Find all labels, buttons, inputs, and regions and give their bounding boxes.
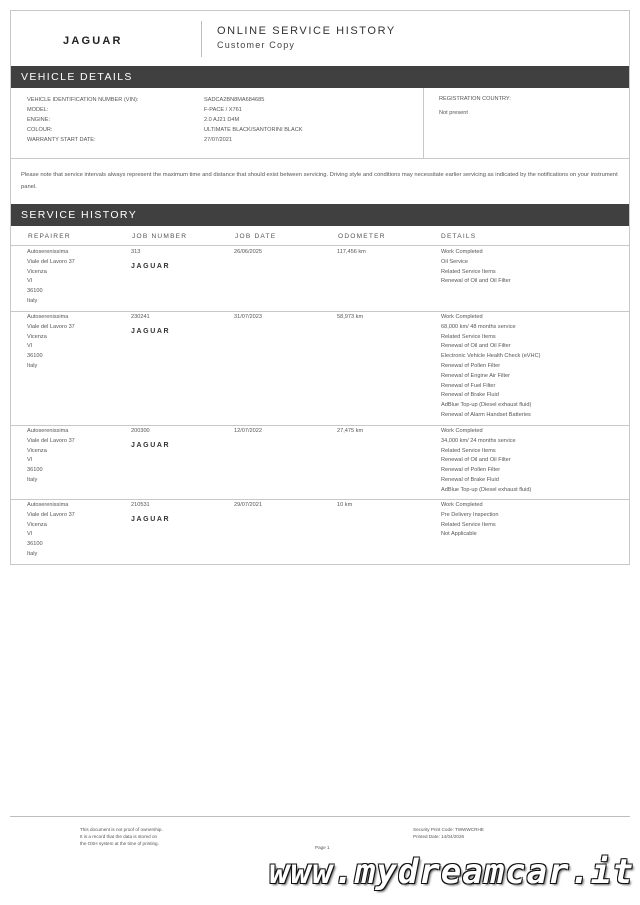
repairer-line: 36100 [27,353,43,360]
detail-line: Renewal of Fuel Filter [441,382,496,389]
row-divider [11,311,629,312]
page-number: Page 1 [315,845,330,850]
field-label: COLOUR: [27,127,53,133]
detail-line: Work Completed [441,249,483,255]
repairer-line: Italy [27,477,38,483]
odometer: 10 km [337,502,353,508]
disclaimer-line: the OSH system at the time of printing. [80,841,159,846]
column-header-job-date: JOB DATE [235,233,277,240]
document-title: ONLINE SERVICE HISTORY [217,25,396,37]
field-label: WARRANTY START DATE: [27,137,96,143]
detail-line: Not Applicable [441,531,477,538]
field-label: MODEL: [27,107,49,113]
repairer-line: VI [27,457,33,464]
repairer-line: Autoserenissima [27,428,69,434]
column-header-odometer: ODOMETER [338,233,386,240]
detail-line: Renewal of Brake Fluid [441,392,499,399]
detail-line: Work Completed [441,502,483,508]
detail-line: Electronic Vehicle Health Check (eVHC) [441,353,541,360]
jaguar-row-logo: JAGUAR [131,442,171,449]
detail-line: Renewal of Engine Air Filter [441,372,511,379]
job-date: 12/07/2022 [234,428,262,434]
field-value: F-PACE / X761 [204,107,242,113]
repairer-line: Italy [27,363,38,369]
column-header-job-number: JOB NUMBER [132,233,188,240]
service-history-heading: SERVICE HISTORY [11,204,629,226]
repairer-line: Viale del Lavoro 37 [27,511,75,518]
detail-line: Oil Service [441,258,469,265]
column-header-repairer: REPAIRER [28,233,71,240]
field-value: SADCA2BN8MA684685 [204,97,265,103]
odometer: 27,475 km [337,428,364,434]
job-number: 210531 [131,502,150,508]
detail-line: Renewal of Pollen Filter [441,467,501,474]
detail-line: Renewal of Alarm Handset Batteries [441,412,531,418]
field-value: ULTIMATE BLACK/SANTORINI BLACK [204,127,303,133]
jaguar-row-logo: JAGUAR [131,516,171,523]
job-number: 230241 [131,314,150,320]
job-number: 313 [131,249,141,255]
repairer-line: VI [27,278,33,285]
disclaimer-line: It is a record that the data is stored on [80,834,158,839]
printed-date: Printed Date: 14/04/2026 [413,834,465,839]
job-number: 200300 [131,428,150,434]
watermark: www.mydreamcar.it [269,852,634,892]
detail-line: AdBlue Top-up (Diesel exhaust fluid) [441,402,532,409]
row-divider [11,499,629,500]
registration-country-value: Not present [439,110,468,116]
repairer-line: Viale del Lavoro 37 [27,437,75,444]
repairer-line: 36100 [27,288,43,295]
document-subtitle: Customer Copy [217,40,296,50]
detail-line: Related Service Items [441,333,496,340]
header-divider [201,21,202,57]
job-date: 26/06/2025 [234,249,262,255]
detail-line: Renewal of Oil and Oil Filter [441,278,511,285]
job-date: 29/07/2021 [234,502,262,508]
repairer-line: VI [27,343,33,350]
repairer-line: Italy [27,298,38,304]
service-interval-note: Please note that service intervals always represent the maximum time and distance that should exist between servicing. Driving style and conditions may necessitate earlier servicing as indicated by the notifications on your instrument panel. [21,172,618,190]
repairer-line: Autoserenissima [27,502,69,508]
registration-country-label: REGISTRATION COUNTRY: [439,96,511,102]
field-value: 27/07/2021 [204,137,232,143]
vehicle-details-heading: VEHICLE DETAILS [11,66,629,88]
jaguar-row-logo: JAGUAR [131,328,171,335]
column-header-divider [11,245,629,246]
repairer-line: Vicenza [27,447,47,454]
document-frame [10,10,630,565]
detail-line: AdBlue Top-up (Diesel exhaust fluid) [441,486,532,493]
print-info [413,826,484,840]
detail-line: Work Completed [441,428,483,434]
odometer: 58,973 km [337,314,364,320]
repairer-line: 36100 [27,467,43,474]
repairer-line: Vicenza [27,521,47,528]
ownership-disclaimer [80,826,163,847]
vehicle-panel-divider [423,88,424,158]
job-date: 31/07/2023 [234,314,262,320]
footer-divider [10,816,630,817]
repairer-line: Vicenza [27,333,47,340]
repairer-line: Autoserenissima [27,249,69,255]
detail-line: Renewal of Pollen Filter [441,363,501,369]
repairer-line: Italy [27,551,38,557]
vehicle-details-panel [11,88,629,158]
repairer-line: VI [27,531,33,538]
field-value: 2.0 AJ21 D4M [204,117,240,123]
disclaimer-line: This document is not proof of ownership. [80,827,163,832]
detail-line: Related Service Items [441,521,496,528]
field-label: VEHICLE IDENTIFICATION NUMBER (VIN): [27,97,139,103]
detail-line: Renewal of Oil and Oil Filter [441,457,511,464]
detail-line: Renewal of Oil and Oil Filter [441,343,511,350]
repairer-line: Autoserenissima [27,314,69,320]
detail-line: Work Completed [441,314,483,320]
repairer-line: Vicenza [27,268,47,275]
field-label: ENGINE: [27,117,51,123]
column-header-details: DETAILS [441,233,477,240]
detail-line: Renewal of Brake Fluid [441,477,499,483]
odometer: 117,456 km [337,249,366,255]
detail-line: Pre Delivery Inspection [441,511,499,518]
detail-line: Related Service Items [441,268,496,275]
repairer-line: Viale del Lavoro 37 [27,258,75,265]
document-header [11,11,629,66]
note-divider [11,158,629,159]
jaguar-logo: JAGUAR [63,35,123,47]
security-print-code: Security Print Code: TWWWCRHE [413,827,484,832]
row-divider [11,425,629,426]
detail-line: 68,000 km/ 48 months service [441,323,516,330]
detail-line: 34,000 km/ 24 months service [441,437,516,444]
repairer-line: 36100 [27,541,43,548]
repairer-line: Viale del Lavoro 37 [27,323,75,330]
detail-line: Related Service Items [441,447,496,454]
jaguar-row-logo: JAGUAR [131,263,171,270]
